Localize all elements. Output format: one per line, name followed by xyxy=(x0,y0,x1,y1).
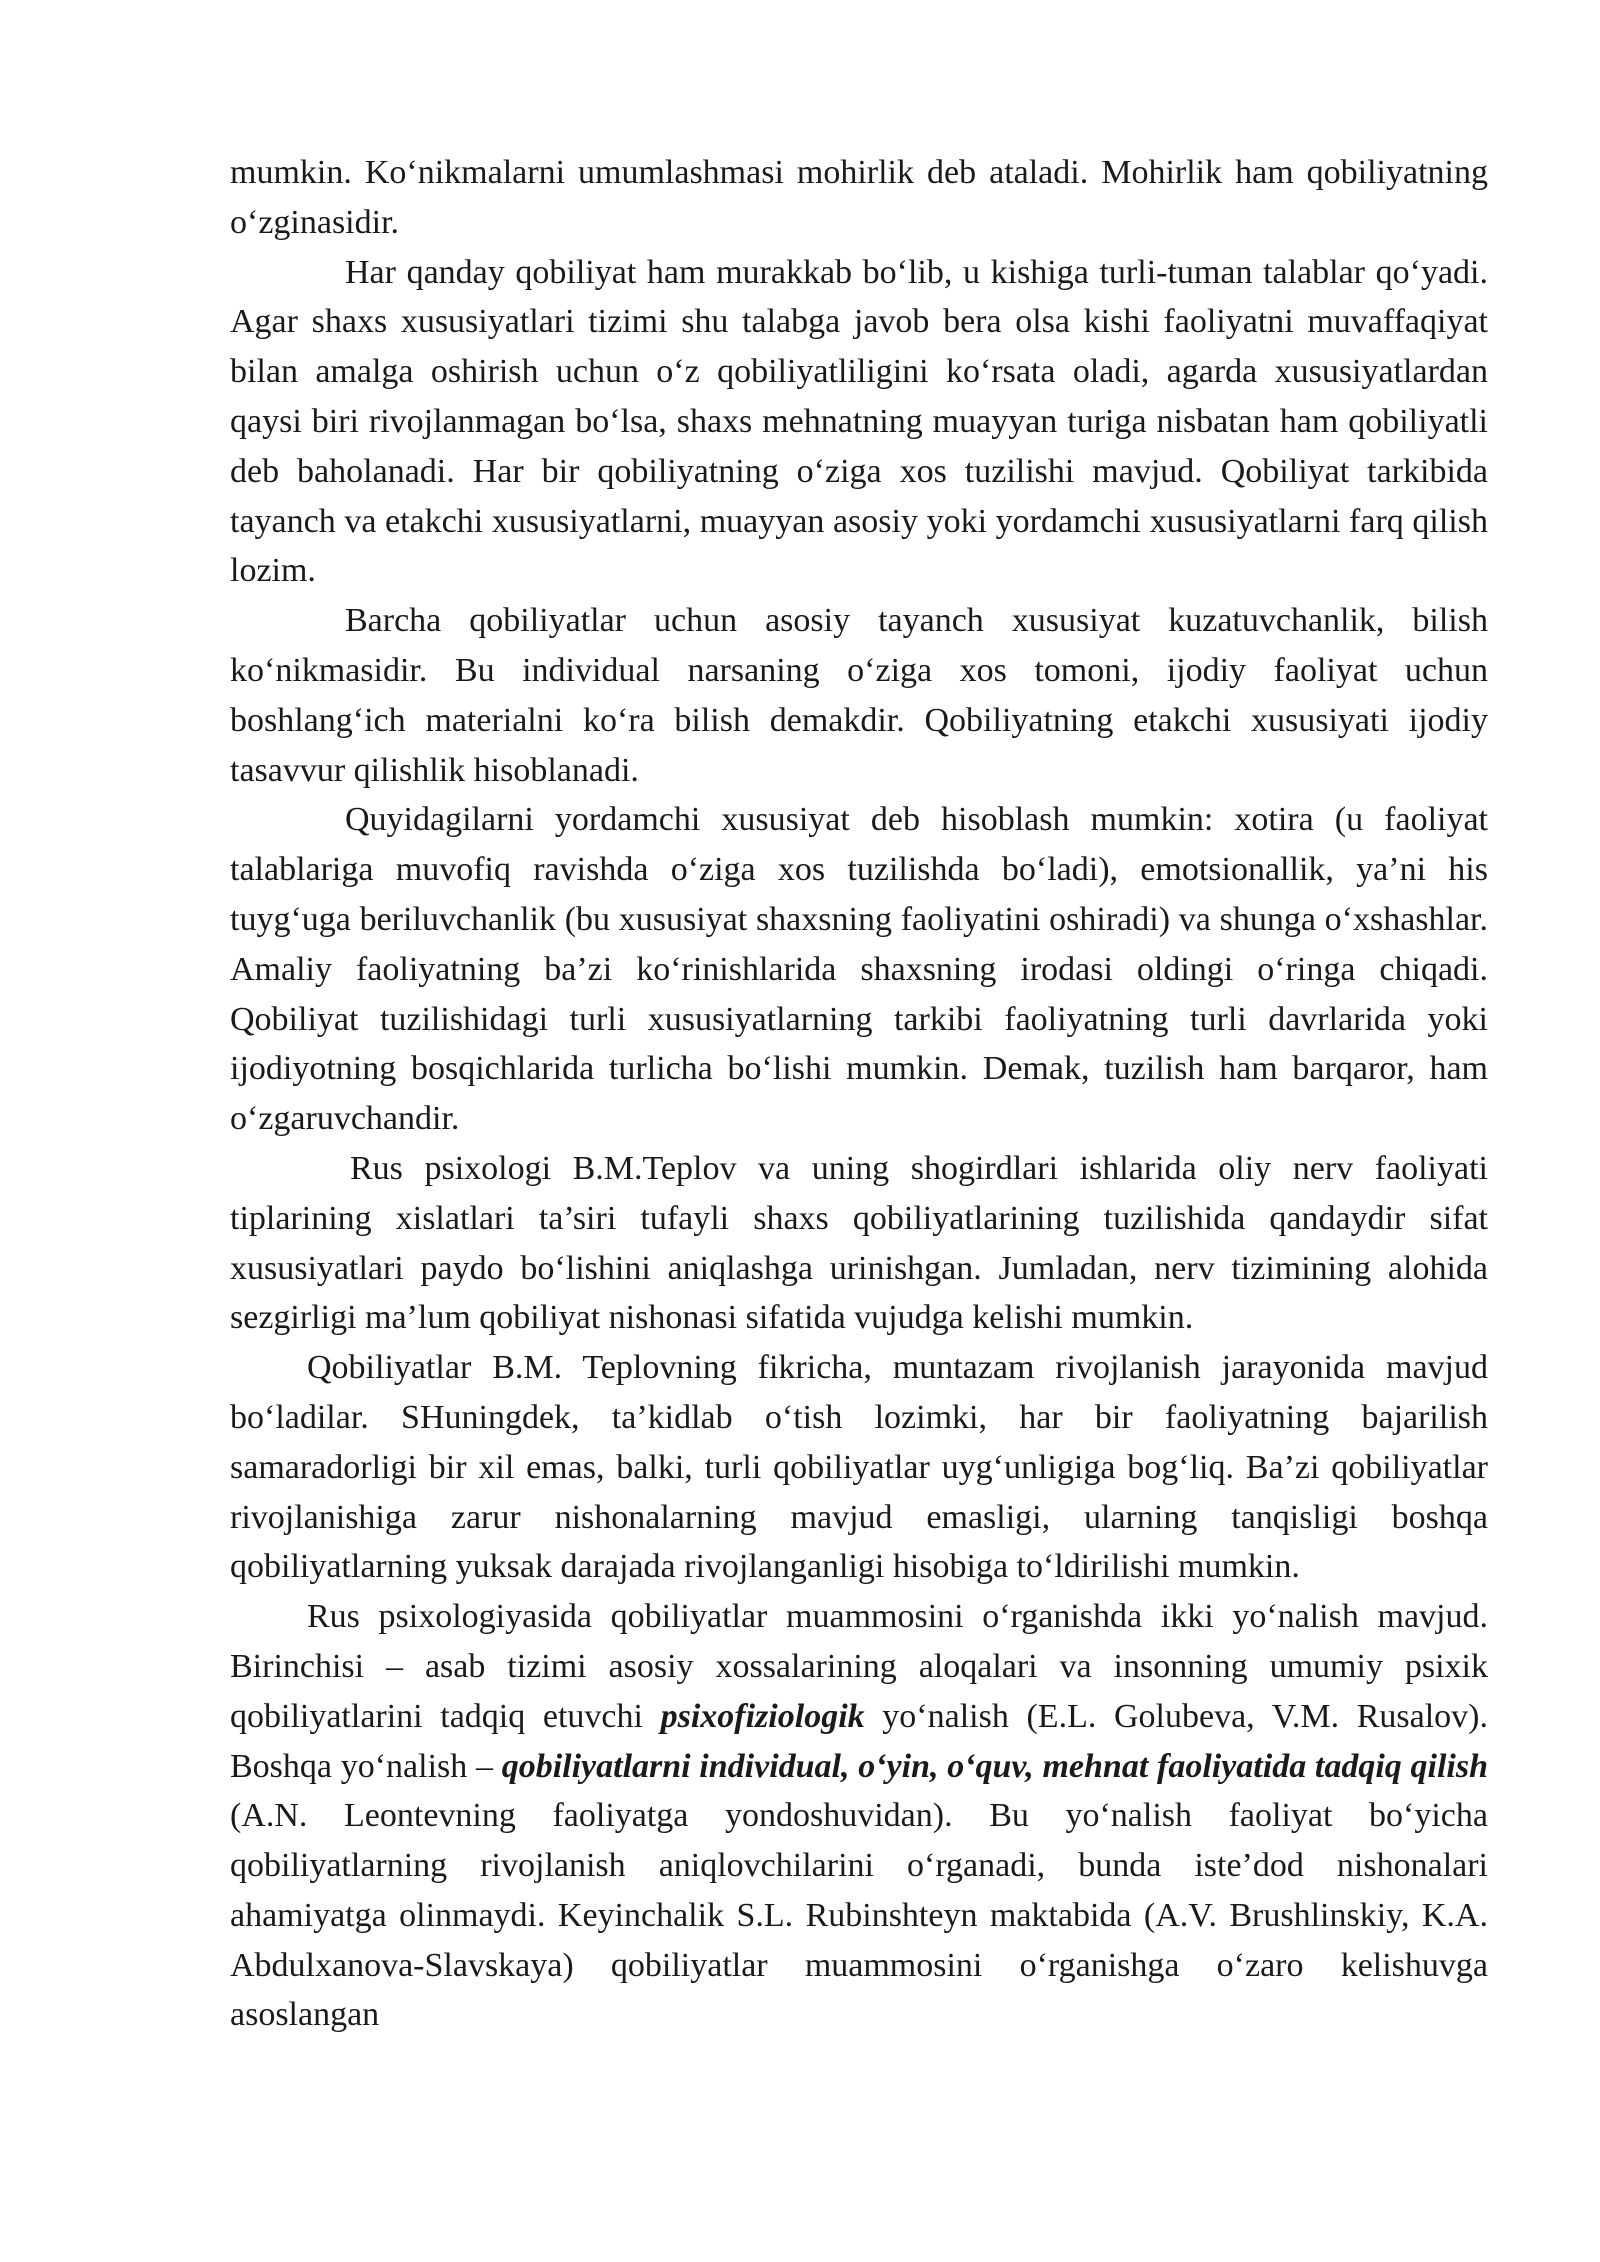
paragraph-5: Rus psixologi B.M.Teplov va uning shogirdlari ishlarida oliy nerv faoliyati tiplarining xislatlari ta’siri tufayli shaxs qobiliyatlarining tuzilishida qandaydir sifat xususiyatlari paydo bo‘lishini aniqlashga urinishgan. Jumladan, nerv tizimining alohida sezgirligi ma’lum qobiliyat nishonasi sifatida vujudga kelishi mumkin. xyxy=(230,1149,1488,1337)
paragraph-7-text-c: (A.N. Leontevning faoliyatga yondoshuvidan). Bu yo‘nalish faoliyat bo‘yicha qobiliyatlarning rivojlanish aniqlovchilarini o‘rganadi, bunda iste’dod nishonalari ahamiyatga olinmaydi. Keyinchalik S.L. Rubinshteyn maktabida (A.V. Brushlinskiy, K.A. Abdulxanova-Slavskaya) qobiliyatlar muammosini o‘rganishga o‘zaro kelishuvga asoslangan xyxy=(230,1797,1488,2034)
paragraph-3: Barcha qobiliyatlar uchun asosiy tayanch xususiyat kuzatuvchanlik, bilish ko‘nikmasidir. Bu individual narsaning o‘ziga xos tomoni, ijodiy faoliyat uchun boshlang‘ich materialni ko‘ra bilish demakdir. Qobiliyatning etakchi xususiyati ijodiy tasavvur qilishlik hisoblanadi. xyxy=(230,602,1488,789)
paragraph-2: Har qanday qobiliyat ham murakkab bo‘lib, u kishiga turli-tuman talablar qo‘yadi. Agar shaxs xususiyatlari tizimi shu talabga javob bera olsa kishi faoliyatni muvaffaqiyat bilan amalga oshirish uchun o‘z qobiliyatliligini ko‘rsata oladi, agarda xususiyatlardan qaysi biri rivojlanmagan bo‘lsa, shaxs mehnatning muayyan turiga nisbatan ham qobiliyatli deb baholanadi. Har bir qobiliyatning o‘ziga xos tuzilishi mavjud. Qobiliyat tarkibida tayanch va etakchi xususiyatlarni, muayyan asosiy yoki yordamchi xususiyatlarni farq qilish lozim. xyxy=(230,253,1488,590)
emphasis-activity-research: qobiliyatlarni individual, o‘yin, o‘quv, mehnat faoliyatida tadqiq qilish xyxy=(501,1747,1488,1785)
paragraph-4: Quyidagilarni yordamchi xususiyat deb hisoblash mumkin: xotira (u faoliyat talablariga muvofiq ravishda o‘ziga xos tuzilishda bo‘ladi), emotsionallik, ya’ni his tuyg‘uga beriluvchanlik (bu xususiyat shaxsning faoliyatini oshiradi) va shunga o‘xshashlar. Amaliy faoliyatning ba’zi ko‘rinishlarida shaxsning irodasi oldingi o‘ringa chiqadi. Qobiliyat tuzilishidagi turli xususiyatlarning tarkibi faoliyatning turli davrlarida yoki ijodiyotning bosqichlarida turlicha bo‘lishi mumkin. Demak, tuzilish ham barqaror, ham o‘zgaruvchandir. xyxy=(230,801,1488,1138)
emphasis-psixofiziologik: psixofiziologik xyxy=(660,1697,865,1735)
paragraph-1: mumkin. Ko‘nikmalarni umumlashmasi mohirlik deb ataladi. Mohirlik ham qobiliyatning o‘zginasidir. xyxy=(230,154,1488,241)
paragraph-7 xyxy=(230,1592,1488,2040)
paragraph-6: Qobiliyatlar B.M. Teplovning fikricha, muntazam rivojlanish jarayonida mavjud bo‘ladilar. SHuningdek, ta’kidlab o‘tish lozimki, har bir faoliyatning bajarilish samaradorligi bir xil emas, balki, turli qobiliyatlar uyg‘unligiga bog‘liq. Ba’zi qobiliyatlar rivojlanishiga zarur nishonalarning mavjud emasligi, ularning tanqisligi boshqa qobiliyatlarning yuksak darajada rivojlanganligi hisobiga to‘ldirilishi mumkin. xyxy=(230,1349,1488,1586)
paragraph-7-text-a: Rus psixologiyasida qobiliyatlar muammosini o‘rganishda ikki yo‘nalish mavjud. Birinchisi – asab tizimi asosiy xossalarining aloqalari va insonning umumiy psixik qobiliyatlarini tadqiq etuvchi xyxy=(230,1598,1488,1735)
paragraph-7-text-b: yo‘nalish (E.L. Golubeva, V.M. Rusalov). Boshqa yo‘nalish – xyxy=(230,1697,1489,1785)
text-column xyxy=(230,148,1488,2040)
